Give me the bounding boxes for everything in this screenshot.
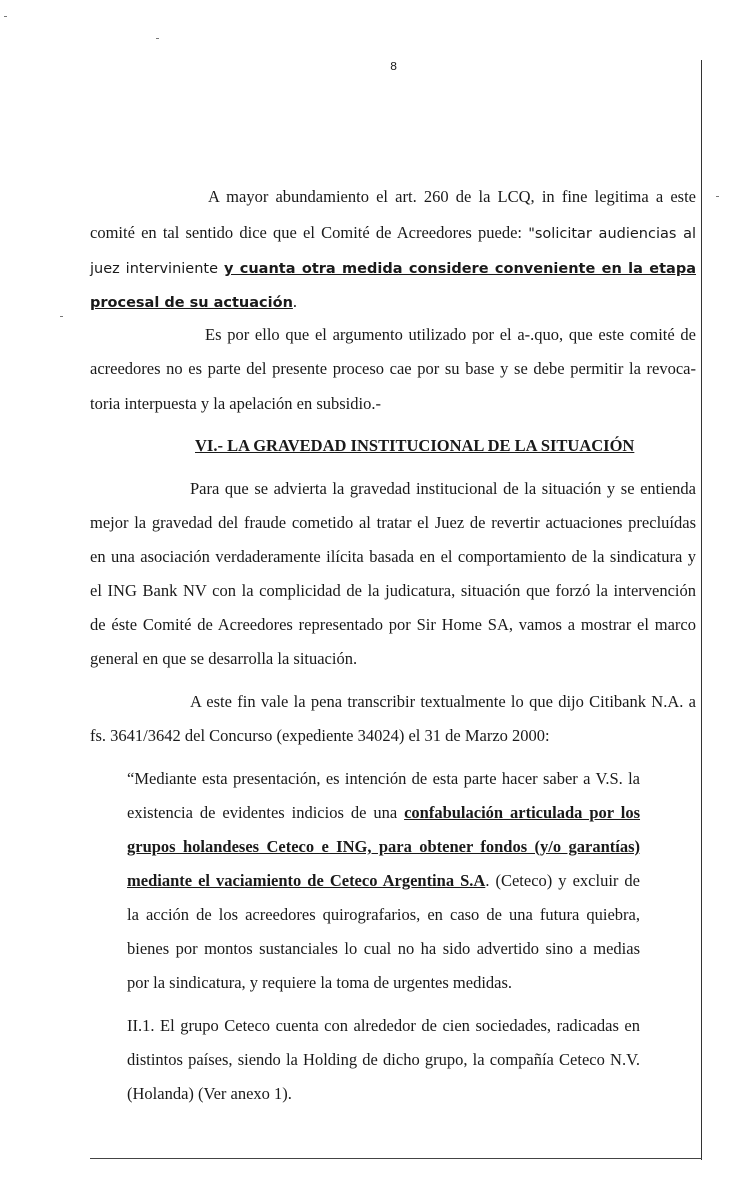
emphasized-text: procesal de su actuación <box>90 295 293 311</box>
section-heading: VI.- LA GRAVEDAD INSTITUCIONAL DE LA SITUACIÓN <box>195 436 635 455</box>
paragraph-line: Para que se advierta la gravedad institucional de la situación y se entienda <box>190 479 696 498</box>
paragraph-line <box>90 223 696 244</box>
scan-speck <box>716 196 719 197</box>
paragraph-line: el ING Bank NV con la complicidad de la judicatura, situación que forzó la intervención <box>90 581 696 600</box>
paragraph-line: toria interpuesta y la apelación en subsidio.- <box>90 394 381 413</box>
paragraph-line: fs. 3641/3642 del Concurso (expediente 34024) el 31 de Marzo 2000: <box>90 726 550 745</box>
scan-speck <box>60 316 63 317</box>
text-run: . <box>292 292 298 311</box>
quoted-text: "solicitar audiencias al <box>528 226 696 242</box>
paragraph-line: en una asociación verdaderamente ilícita basada en el comportamiento de la sindicatura y <box>90 547 696 566</box>
item-line: distintos países, siendo la Holding de dicho grupo, la compañía Ceteco N.V. <box>127 1050 640 1069</box>
quote-line: bienes por montos sustanciales lo cual no ha sido advertido sino a medias <box>127 939 640 958</box>
page-bottom-border <box>90 1158 702 1159</box>
item-line: (Holanda) (Ver anexo 1). <box>127 1084 292 1103</box>
paragraph-line: A mayor abundamiento el art. 260 de la LCQ, in fine legitima a este <box>208 187 696 206</box>
quote-line: “Mediante esta presentación, es intención de esta parte hacer saber a V.S. la <box>127 769 640 788</box>
paragraph-line: general en que se desarrolla la situación. <box>90 649 358 668</box>
paragraph-line <box>90 258 696 279</box>
paragraph-line: mejor la gravedad del fraude cometido al tratar el Juez de revertir actuaciones precluídas <box>90 513 696 532</box>
emphasized-text: confabulación articulada por los <box>404 803 641 822</box>
text-run: comité en tal sentido dice que el Comité de Acreedores puede: <box>90 223 529 242</box>
emphasized-text: y cuanta otra medida considere conveniente en la etapa <box>223 261 696 277</box>
text-run: existencia de evidentes indicios de una <box>127 803 405 822</box>
text-run: . (Ceteco) y excluir de <box>485 871 640 890</box>
quoted-text: juez interviniente <box>90 261 224 277</box>
page-number: 8 <box>390 60 398 74</box>
quote-line <box>127 871 640 891</box>
paragraph-line: acreedores no es parte del presente proceso cae por su base y se debe permitir la revoca- <box>90 359 696 378</box>
quote-line: por la sindicatura, y requiere la toma de urgentes medidas. <box>127 973 513 992</box>
scan-speck <box>156 38 159 39</box>
paragraph-line: de éste Comité de Acreedores representado por Sir Home SA, vamos a mostrar el marco <box>90 615 696 634</box>
emphasized-text: grupos holandeses Ceteco e ING, para obtener fondos (y/o garantías) <box>127 837 640 856</box>
page-right-border <box>701 60 702 1160</box>
quote-line <box>127 837 640 857</box>
scan-speck <box>4 16 7 17</box>
item-line: II.1. El grupo Ceteco cuenta con alrededor de cien sociedades, radicadas en <box>127 1016 640 1035</box>
quote-line: la acción de los acreedores quirografarios, en caso de una futura quiebra, <box>127 905 640 924</box>
paragraph-line <box>90 292 696 313</box>
emphasized-text: mediante el vaciamiento de Ceteco Argentina S.A <box>127 871 486 890</box>
paragraph-line: A este fin vale la pena transcribir textualmente lo que dijo Citibank N.A. a <box>190 692 696 711</box>
paragraph-line: Es por ello que el argumento utilizado por el a-.quo, que este comité de <box>205 325 696 344</box>
quote-line <box>127 803 640 823</box>
